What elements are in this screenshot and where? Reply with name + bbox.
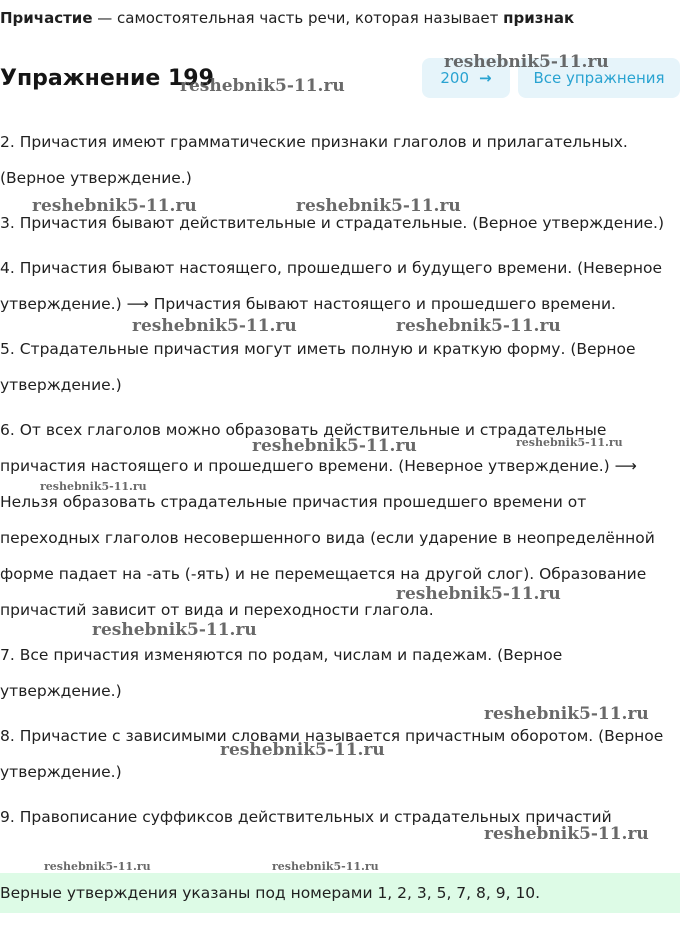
watermark: reshebnik5-11.ru xyxy=(444,52,609,72)
statement-item: 4. Причастия бывают настоящего, прошедшего и будущего времени. (Неверное утверждение.) ⟶ Причастия бывают настоящего и прошедшего времени. xyxy=(0,259,663,313)
watermark: reshebnik5-11.ru xyxy=(32,196,197,216)
intro-term: Причастие xyxy=(0,9,93,27)
watermark: reshebnik5-11.ru xyxy=(40,480,147,493)
statement-item: 2. Причастия имеют грамматические признаки глаголов и прилагательных. (Верное утверждение.) xyxy=(0,133,628,187)
watermark: reshebnik5-11.ru xyxy=(296,196,461,216)
intro-line xyxy=(0,8,574,28)
all-exercises-label: Все упражнения xyxy=(533,69,665,87)
statement-item: 7. Все причастия изменяются по родам, числам и падежам. (Верное утверждение.) xyxy=(0,646,563,700)
watermark: reshebnik5-11.ru xyxy=(396,584,561,604)
answer-banner: Верные утверждения указаны под номерами 1, 2, 3, 5, 7, 8, 9, 10. xyxy=(0,873,680,913)
statement-item: 8. Причастие с зависимыми словами называется причастным оборотом. (Верное утверждение.) xyxy=(0,727,664,781)
watermark: reshebnik5-11.ru xyxy=(180,76,345,96)
watermark: reshebnik5-11.ru xyxy=(272,860,379,873)
watermark: reshebnik5-11.ru xyxy=(92,620,257,640)
intro-text: — самостоятельная часть речи, которая называет xyxy=(92,9,504,27)
watermark: reshebnik5-11.ru xyxy=(220,740,385,760)
statement-item: 5. Страдательные причастия могут иметь полную и краткую форму. (Верное утверждение.) xyxy=(0,340,636,394)
arrow-right-icon: → xyxy=(479,69,492,87)
watermark: reshebnik5-11.ru xyxy=(252,436,417,456)
next-exercise-label: 200 xyxy=(440,69,470,87)
watermark: reshebnik5-11.ru xyxy=(132,316,297,336)
statement-item: 6. От всех глаголов можно образовать действительные и страдательные причастия настоящего и прошедшего времени. (Неверное утверждение.) ⟶ Нельзя образовать страдательные причастия прошедшего времени от переходных глаголов несовершенного вида (если ударение в неопределённой форме падает на -ать (-ять) и не перемещается на другой слог). Образование причастий зависит от вида и переходности глагола. xyxy=(0,421,655,619)
intro-emphasis: признак xyxy=(503,9,575,27)
watermark: reshebnik5-11.ru xyxy=(516,436,623,449)
watermark: reshebnik5-11.ru xyxy=(44,860,151,873)
watermark: reshebnik5-11.ru xyxy=(396,316,561,336)
statement-item: 3. Причастия бывают действительные и страдательные. (Верное утверждение.) xyxy=(0,214,665,232)
statement-item: 9. Правописание суффиксов действительных и страдательных причастий xyxy=(0,808,612,826)
watermark: reshebnik5-11.ru xyxy=(484,704,649,724)
page-title: Упражнение 199 xyxy=(0,66,214,91)
watermark: reshebnik5-11.ru xyxy=(484,824,649,844)
